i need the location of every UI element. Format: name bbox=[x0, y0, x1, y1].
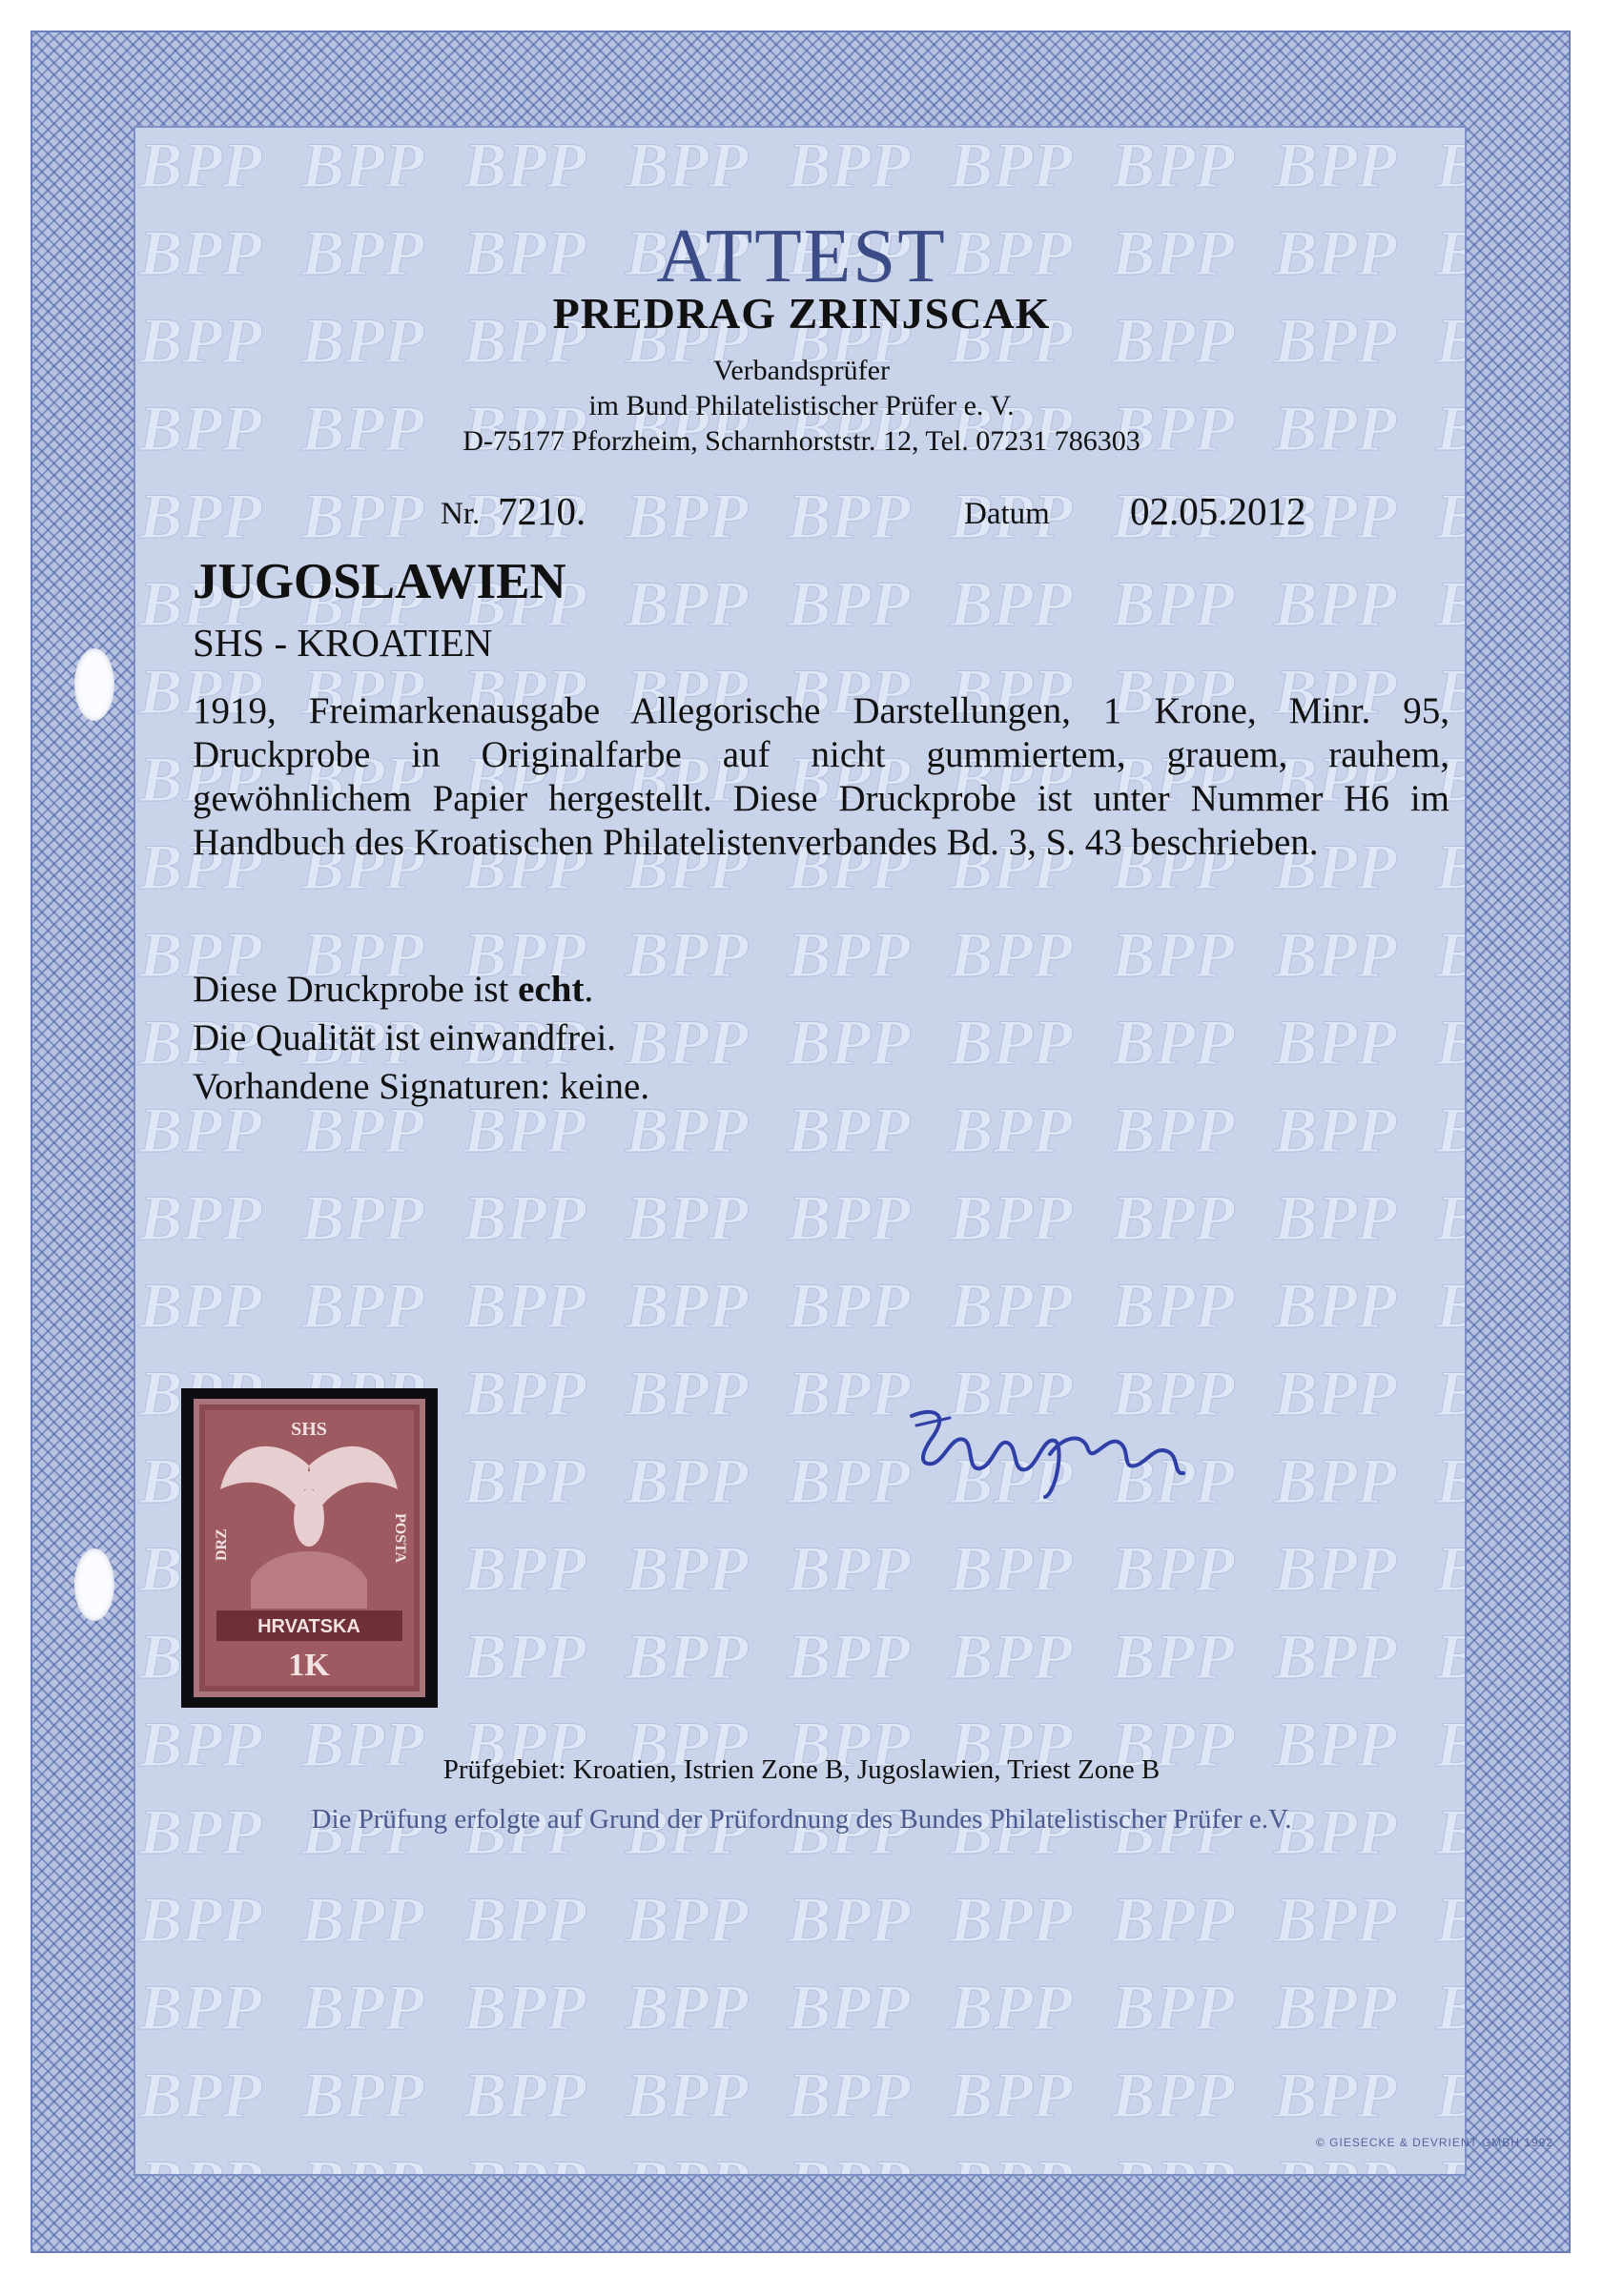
punch-hole bbox=[74, 1548, 114, 1621]
examination-scope: Prüfgebiet: Kroatien, Istrien Zone B, Jugoslawien, Triest Zone B bbox=[442, 1754, 1161, 1785]
stamp-description: 1919, Freimarkenausgabe Allegorische Darstellungen, 1 Krone, Minr. 95, Druckprobe in Originalfarbe auf nicht gummiertem, grauem, rauhem, gewöhnlichem Papier hergestellt. Diese Druckprobe ist unter Nummer H6 im Handbuch des Kroatischen Philatelistenverbandes Bd. 3, S. 43 beschrieben. bbox=[193, 690, 1449, 863]
examiner-name: PREDRAG ZRINJSCAK bbox=[552, 289, 1051, 338]
genuine-statement: Diese Druckprobe ist echt. bbox=[193, 969, 594, 1010]
handwritten-signature bbox=[893, 1397, 1198, 1502]
stamp-top-text: SHS bbox=[291, 1419, 327, 1440]
stamp-right-text: POSTA bbox=[392, 1513, 408, 1564]
examiner-role: Verbandsprüfer bbox=[713, 355, 890, 386]
certificate-number: 7210. bbox=[498, 489, 586, 533]
region-subheading: SHS - KROATIEN bbox=[193, 621, 493, 665]
stamp-artwork bbox=[194, 1399, 425, 1697]
certificate-title: ATTEST bbox=[656, 213, 947, 298]
stamp-value-text: 1K bbox=[288, 1648, 330, 1683]
association-name: im Bund Philatelistischer Prüfer e. V. bbox=[588, 390, 1015, 421]
genuine-word: echt bbox=[518, 969, 585, 1010]
certificate-date: 02.05.2012 bbox=[1130, 489, 1306, 533]
country-heading: JUGOSLAWIEN bbox=[193, 554, 566, 609]
examiner-address: D-75177 Pforzheim, Scharnhorststr. 12, Tel. 07231 786303 bbox=[462, 425, 1141, 457]
stamp-country-text: HRVATSKA bbox=[257, 1616, 360, 1637]
date-label: Datum bbox=[964, 497, 1050, 531]
stamp-left-text: DRZ bbox=[214, 1528, 230, 1561]
quality-statement: Die Qualität ist einwandfrei. bbox=[193, 1017, 617, 1058]
number-label: Nr. bbox=[441, 497, 481, 531]
signature-scribble bbox=[893, 1397, 1198, 1502]
stamp-mount bbox=[181, 1388, 438, 1708]
punch-hole bbox=[74, 648, 114, 721]
stamp-image bbox=[194, 1399, 425, 1697]
signatures-statement: Vorhandene Signaturen: keine. bbox=[193, 1066, 650, 1107]
examination-basis: Die Prüfung erfolgte auf Grund der Prüfordnung des Bundes Philatelistischer Prüfer e.V. bbox=[311, 1804, 1292, 1835]
printer-imprint: © GIESECKE & DEVRIENT GMBH 1992 bbox=[1315, 2136, 1553, 2149]
